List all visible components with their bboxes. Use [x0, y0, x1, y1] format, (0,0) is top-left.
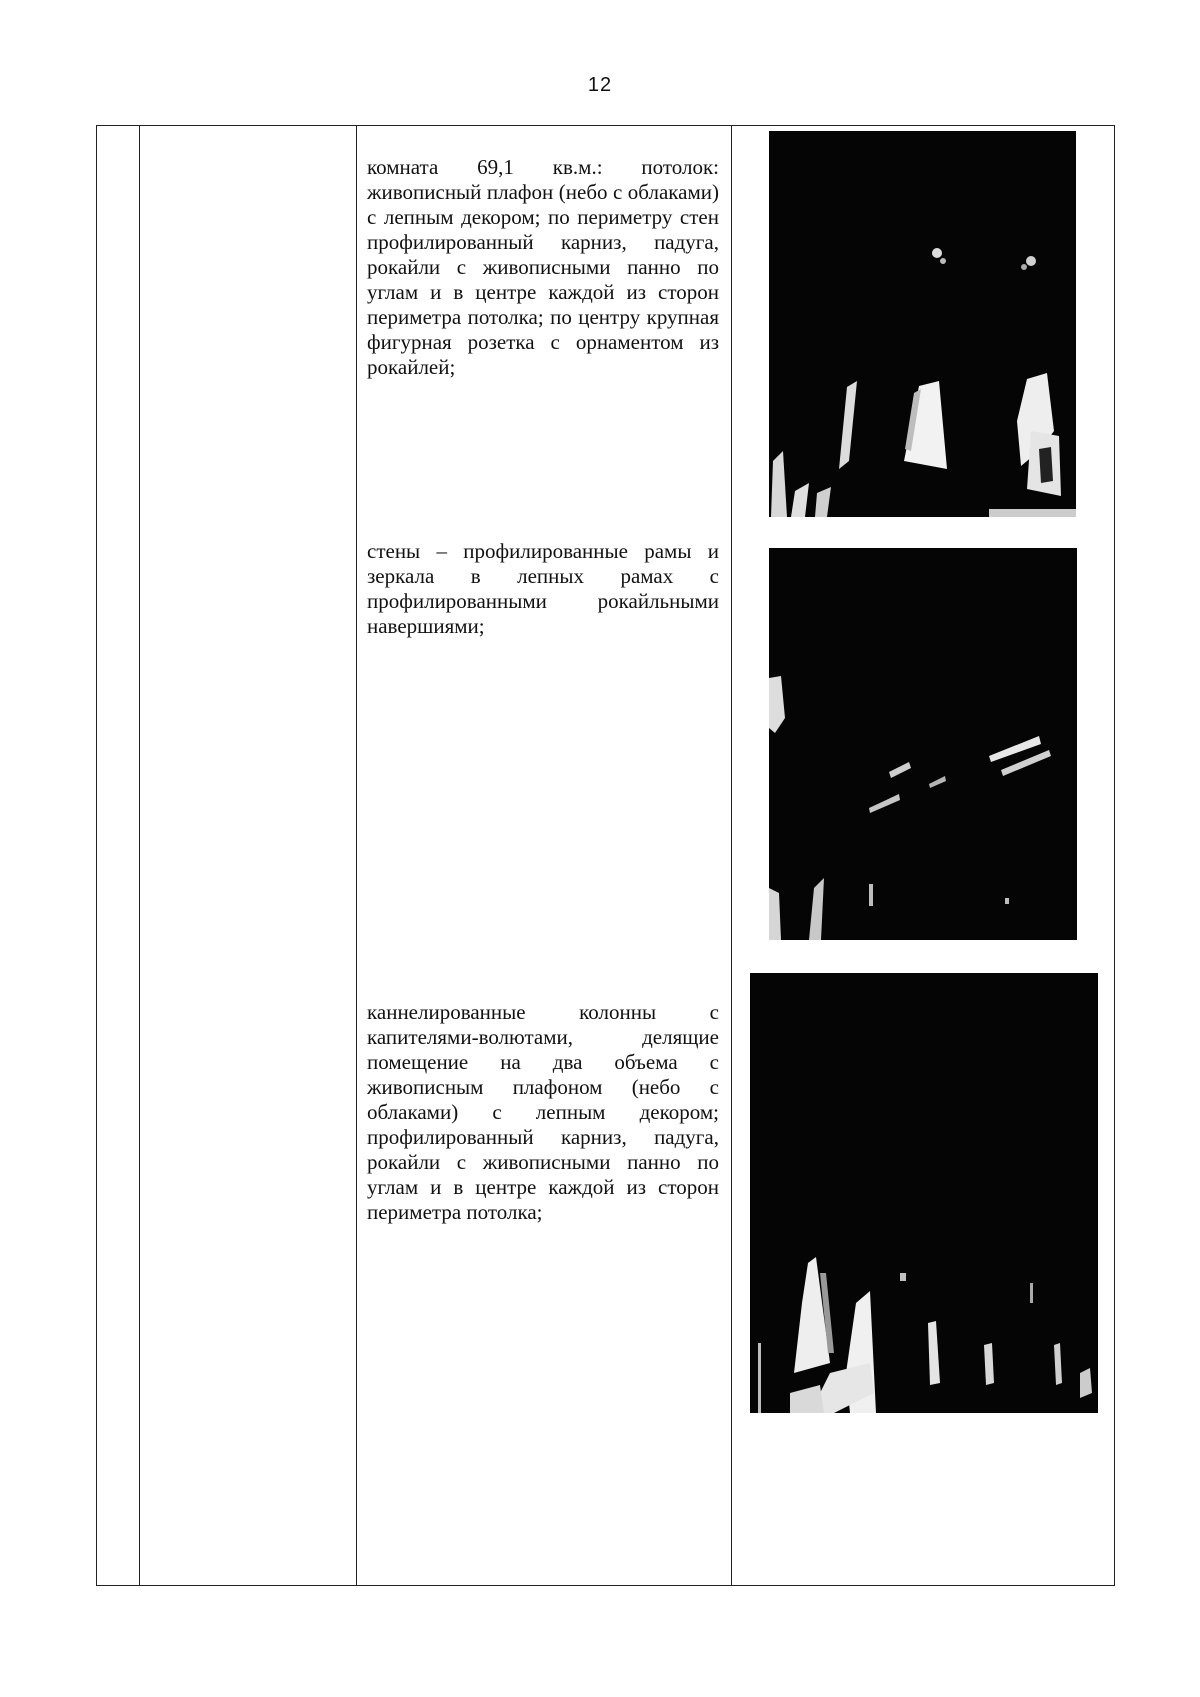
- page-number: 12: [587, 74, 613, 96]
- monument-table: [96, 125, 1115, 1586]
- column-divider: [356, 126, 357, 1585]
- walls-photo: [769, 548, 1077, 940]
- ceiling-photo: [769, 131, 1076, 517]
- columns-photo-image: [750, 973, 1098, 1413]
- ceiling-photo-image: [769, 131, 1076, 517]
- description-ceiling: комната 69,1 кв.м.: потолок: живописный плафон (небо с облаками) с лепным декором; по периметру стен профилированный карниз, падуга, рокайли с живописными панно по углам и в центре каждой из сторон периметра потолка; по центру крупная фигурная розетка с орнаментом из рокайлей;: [367, 155, 719, 379]
- description-columns: каннелированные колонны с капителями-волютами, делящие помещение на два объема с живописным плафоном (небо с облаками) с лепным декором; профилированный карниз, падуга, рокайли с живописными панно по углам и в центре каждой из сторон периметра потолка;: [367, 1000, 719, 1224]
- walls-photo-image: [769, 548, 1077, 940]
- column-divider: [139, 126, 140, 1585]
- description-walls: стены – профилированные рамы и зеркала в лепных рамах с профилированными рокайльными навершиями;: [367, 539, 719, 638]
- column-divider: [731, 126, 732, 1585]
- columns-photo: [750, 973, 1098, 1413]
